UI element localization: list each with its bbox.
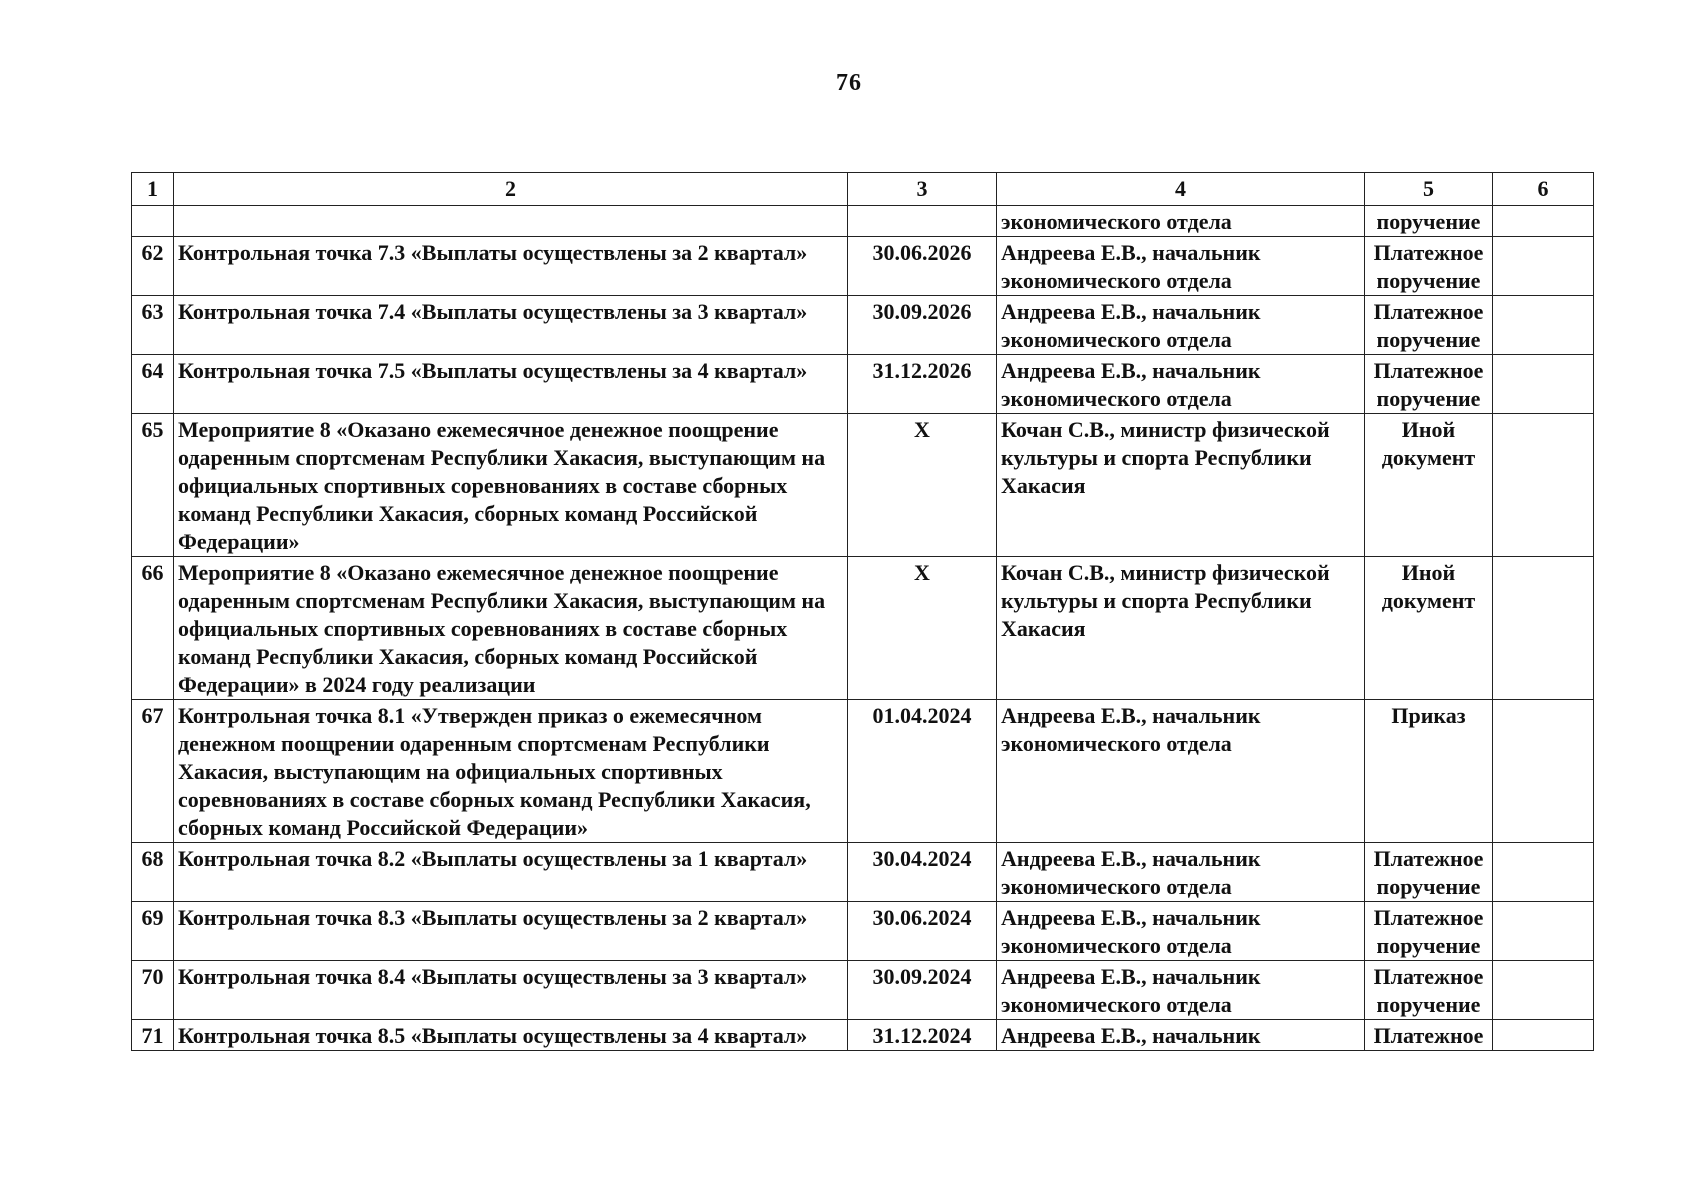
row-date: 30.04.2024 bbox=[848, 843, 997, 902]
page-number: 76 bbox=[836, 70, 862, 96]
row-document: поручение bbox=[1365, 206, 1493, 237]
row-document: Платежное поручение bbox=[1365, 355, 1493, 414]
row-document: Приказ bbox=[1365, 700, 1493, 843]
row-date: Х bbox=[848, 557, 997, 700]
row-responsible: Андреева Е.В., начальник экономического отдела bbox=[997, 237, 1365, 296]
row-title: Мероприятие 8 «Оказано ежемесячное денежное поощрение одаренным спортсменам Республики Хакасия, выступающим на официальных спортивных соревнованиях в составе сборных команд Республики Хакасия, сборных команд Российской Федерации» в 2024 году реализации bbox=[174, 557, 848, 700]
row-document: Иной документ bbox=[1365, 414, 1493, 557]
row-title: Мероприятие 8 «Оказано ежемесячное денежное поощрение одаренным спортсменам Республики Хакасия, выступающим на официальных спортивных соревнованиях в составе сборных команд Республики Хакасия, сборных команд Российской Федерации» bbox=[174, 414, 848, 557]
row-title: Контрольная точка 8.1 «Утвержден приказ о ежемесячном денежном поощрении одаренным спортсменам Республики Хакасия, выступающим на официальных спортивных соревнованиях в составе сборных команд Республики Хакасия, сборных команд Российской Федерации» bbox=[174, 700, 848, 843]
plan-table-container bbox=[131, 172, 1593, 1051]
plan-table bbox=[131, 172, 1594, 1051]
row-document: Платежное поручение bbox=[1365, 902, 1493, 961]
table-row bbox=[132, 237, 1594, 296]
row-responsible: Андреева Е.В., начальник экономического отдела bbox=[997, 961, 1365, 1020]
row-date: 30.06.2024 bbox=[848, 902, 997, 961]
table-row bbox=[132, 700, 1594, 843]
row-responsible: Кочан С.В., министр физической культуры и спорта Республики Хакасия bbox=[997, 557, 1365, 700]
row-responsible: экономического отдела bbox=[997, 206, 1365, 237]
row-responsible: Кочан С.В., министр физической культуры и спорта Республики Хакасия bbox=[997, 414, 1365, 557]
row-note bbox=[1493, 961, 1594, 1020]
row-number: 69 bbox=[132, 902, 174, 961]
row-number: 67 bbox=[132, 700, 174, 843]
row-date: 31.12.2024 bbox=[848, 1020, 997, 1051]
table-row bbox=[132, 961, 1594, 1020]
table-body bbox=[132, 206, 1594, 1051]
row-responsible: Андреева Е.В., начальник bbox=[997, 1020, 1365, 1051]
row-number: 71 bbox=[132, 1020, 174, 1051]
row-document: Платежное bbox=[1365, 1020, 1493, 1051]
row-note bbox=[1493, 237, 1594, 296]
row-title: Контрольная точка 8.2 «Выплаты осуществлены за 1 квартал» bbox=[174, 843, 848, 902]
row-responsible: Андреева Е.В., начальник экономического отдела bbox=[997, 355, 1365, 414]
row-note bbox=[1493, 355, 1594, 414]
row-number: 64 bbox=[132, 355, 174, 414]
table-row bbox=[132, 355, 1594, 414]
row-title: Контрольная точка 8.5 «Выплаты осуществлены за 4 квартал» bbox=[174, 1020, 848, 1051]
row-note bbox=[1493, 902, 1594, 961]
row-responsible: Андреева Е.В., начальник экономического отдела bbox=[997, 902, 1365, 961]
header-col-3: 3 bbox=[848, 173, 997, 206]
row-responsible: Андреева Е.В., начальник экономического отдела bbox=[997, 296, 1365, 355]
row-number: 70 bbox=[132, 961, 174, 1020]
row-date: Х bbox=[848, 414, 997, 557]
table-row bbox=[132, 902, 1594, 961]
row-document: Платежное поручение bbox=[1365, 843, 1493, 902]
row-date: 01.04.2024 bbox=[848, 700, 997, 843]
row-number: 66 bbox=[132, 557, 174, 700]
row-title: Контрольная точка 7.5 «Выплаты осуществлены за 4 квартал» bbox=[174, 355, 848, 414]
row-note bbox=[1493, 1020, 1594, 1051]
row-document: Иной документ bbox=[1365, 557, 1493, 700]
table-row bbox=[132, 414, 1594, 557]
header-col-5: 5 bbox=[1365, 173, 1493, 206]
header-col-2: 2 bbox=[174, 173, 848, 206]
row-responsible: Андреева Е.В., начальник экономического отдела bbox=[997, 700, 1365, 843]
row-date: 31.12.2026 bbox=[848, 355, 997, 414]
row-title: Контрольная точка 7.4 «Выплаты осуществлены за 3 квартал» bbox=[174, 296, 848, 355]
header-col-6: 6 bbox=[1493, 173, 1594, 206]
row-number: 63 bbox=[132, 296, 174, 355]
row-title: Контрольная точка 8.4 «Выплаты осуществлены за 3 квартал» bbox=[174, 961, 848, 1020]
row-date: 30.06.2026 bbox=[848, 237, 997, 296]
row-date: 30.09.2024 bbox=[848, 961, 997, 1020]
row-document: Платежное поручение bbox=[1365, 961, 1493, 1020]
row-title bbox=[174, 206, 848, 237]
table-row bbox=[132, 843, 1594, 902]
row-title: Контрольная точка 8.3 «Выплаты осуществлены за 2 квартал» bbox=[174, 902, 848, 961]
row-note bbox=[1493, 296, 1594, 355]
row-document: Платежное поручение bbox=[1365, 296, 1493, 355]
row-document: Платежное поручение bbox=[1365, 237, 1493, 296]
table-row bbox=[132, 1020, 1594, 1051]
table-row bbox=[132, 557, 1594, 700]
header-col-1: 1 bbox=[132, 173, 174, 206]
row-note bbox=[1493, 700, 1594, 843]
table-header bbox=[132, 173, 1594, 206]
row-note bbox=[1493, 414, 1594, 557]
table-row bbox=[132, 296, 1594, 355]
row-responsible: Андреева Е.В., начальник экономического отдела bbox=[997, 843, 1365, 902]
row-date bbox=[848, 206, 997, 237]
row-number: 65 bbox=[132, 414, 174, 557]
row-date: 30.09.2026 bbox=[848, 296, 997, 355]
row-note bbox=[1493, 843, 1594, 902]
row-number: 68 bbox=[132, 843, 174, 902]
row-number bbox=[132, 206, 174, 237]
row-note bbox=[1493, 557, 1594, 700]
row-number: 62 bbox=[132, 237, 174, 296]
table-row bbox=[132, 206, 1594, 237]
row-note bbox=[1493, 206, 1594, 237]
row-title: Контрольная точка 7.3 «Выплаты осуществлены за 2 квартал» bbox=[174, 237, 848, 296]
header-row bbox=[132, 173, 1594, 206]
header-col-4: 4 bbox=[997, 173, 1365, 206]
